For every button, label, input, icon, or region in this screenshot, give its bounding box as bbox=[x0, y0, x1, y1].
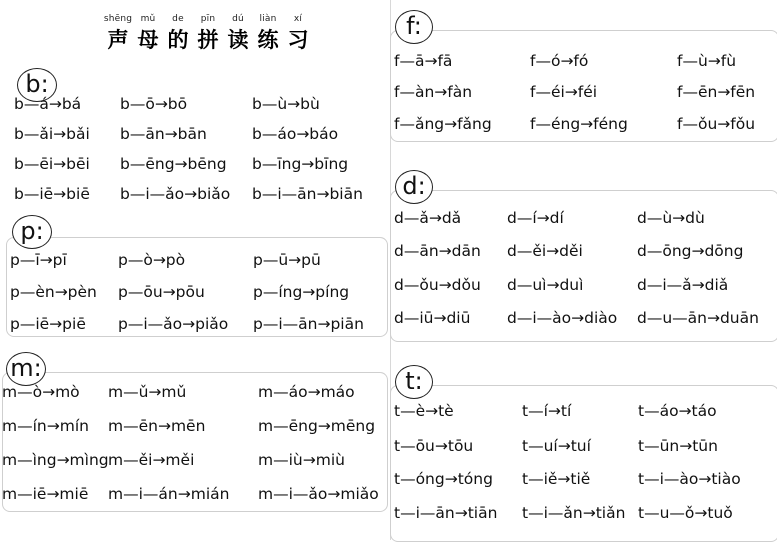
spelling-item: f—éi→féi bbox=[530, 83, 598, 101]
spelling-item: t—i—ào→tiào bbox=[638, 470, 741, 488]
spelling-item: p—ōu→pōu bbox=[118, 283, 205, 301]
title-hanzi bbox=[103, 24, 313, 54]
title-character: 习 bbox=[287, 28, 309, 52]
page-title bbox=[103, 14, 313, 54]
spelling-item: t—iě→tiě bbox=[522, 470, 591, 488]
spelling-item: d—i—ǎ→diǎ bbox=[637, 276, 729, 294]
spelling-item: p—ò→pò bbox=[118, 251, 186, 269]
spelling-item: p—èn→pèn bbox=[10, 283, 97, 301]
title-pinyin-syllable: xí bbox=[293, 14, 303, 24]
spelling-item: f—éng→féng bbox=[530, 115, 628, 133]
spelling-item: d—ōng→dōng bbox=[637, 242, 744, 260]
initial-badge-m: m: bbox=[6, 352, 46, 386]
spelling-item: d—ǒu→dǒu bbox=[394, 276, 481, 294]
spelling-item: p—i—ān→piān bbox=[253, 315, 364, 333]
spelling-item: t—i—ǎn→tiǎn bbox=[522, 504, 626, 522]
spelling-item: t—u—ǒ→tuǒ bbox=[638, 504, 733, 522]
spelling-item: b—á→bá bbox=[14, 95, 82, 113]
title-character: 拼 bbox=[197, 28, 219, 52]
spelling-item: b—īng→bīng bbox=[252, 155, 349, 173]
spelling-item: m—iù→miù bbox=[258, 451, 345, 469]
spelling-item: m—iē→miē bbox=[2, 485, 89, 503]
spelling-item: m—ēn→mēn bbox=[108, 417, 206, 435]
spelling-item: b—áo→báo bbox=[252, 125, 339, 143]
spelling-item: t—óng→tóng bbox=[394, 470, 493, 488]
spelling-item: p—i—ǎo→piǎo bbox=[118, 315, 229, 333]
spelling-item: b—iē→biē bbox=[14, 185, 90, 203]
spelling-item: b—ō→bō bbox=[120, 95, 188, 113]
title-character: 读 bbox=[227, 28, 249, 52]
spelling-item: b—ǎi→bǎi bbox=[14, 125, 90, 143]
spelling-item: d—ǎ→dǎ bbox=[394, 209, 462, 227]
spelling-item: m—i—ǎo→miǎo bbox=[258, 485, 379, 503]
spelling-item: m—ín→mín bbox=[2, 417, 89, 435]
spelling-item: f—ēn→fēn bbox=[677, 83, 756, 101]
spelling-item: m—ēng→mēng bbox=[258, 417, 376, 435]
spelling-item: f—ǎng→fǎng bbox=[394, 115, 492, 133]
spelling-item: f—àn→fàn bbox=[394, 83, 473, 101]
title-pinyin-syllable: de bbox=[172, 14, 184, 24]
spelling-item: b—ù→bù bbox=[252, 95, 320, 113]
spelling-item: d—ěi→děi bbox=[507, 242, 583, 260]
spelling-item: d—ù→dù bbox=[637, 209, 705, 227]
spelling-item: d—iū→diū bbox=[394, 309, 471, 327]
spelling-item: t—áo→táo bbox=[638, 402, 717, 420]
spelling-item: f—ó→fó bbox=[530, 52, 589, 70]
title-pinyin-syllable: liàn bbox=[259, 14, 277, 24]
spelling-item: m—ěi→měi bbox=[108, 451, 195, 469]
title-character: 练 bbox=[257, 28, 279, 52]
spelling-item: p—ū→pū bbox=[253, 251, 321, 269]
spelling-item: t—í→tí bbox=[522, 402, 572, 420]
spelling-item: t—uí→tuí bbox=[522, 437, 591, 455]
spelling-item: t—è→tè bbox=[394, 402, 454, 420]
title-character: 声 bbox=[107, 28, 129, 52]
title-pinyin-syllable: dú bbox=[232, 14, 244, 24]
spelling-item: t—i—ān→tiān bbox=[394, 504, 498, 522]
spelling-item: m—áo→máo bbox=[258, 383, 355, 401]
spelling-item: t—ūn→tūn bbox=[638, 437, 718, 455]
spelling-item: p—íng→píng bbox=[253, 283, 350, 301]
spelling-item: p—iē→piē bbox=[10, 315, 86, 333]
spelling-item: b—i—ān→biān bbox=[252, 185, 363, 203]
title-pinyin-syllable: shēng bbox=[103, 14, 133, 24]
spelling-item: p—ī→pī bbox=[10, 251, 67, 269]
spelling-item: d—uì→duì bbox=[507, 276, 584, 294]
initial-badge-f: f: bbox=[395, 10, 433, 44]
initial-badge-p: p: bbox=[12, 215, 52, 249]
spelling-item: d—ān→dān bbox=[394, 242, 481, 260]
spelling-item: f—ā→fā bbox=[394, 52, 453, 70]
spelling-item: d—u—ān→duān bbox=[637, 309, 759, 327]
spelling-item: f—ù→fù bbox=[677, 52, 737, 70]
title-pinyin bbox=[103, 14, 313, 24]
spelling-item: b—ān→bān bbox=[120, 125, 207, 143]
title-character: 母 bbox=[137, 28, 159, 52]
title-character: 的 bbox=[167, 28, 189, 52]
spelling-item: t—ōu→tōu bbox=[394, 437, 474, 455]
spelling-item: m—i—án→mián bbox=[108, 485, 230, 503]
spelling-item: m—ìng→mìng bbox=[2, 451, 109, 469]
spelling-item: b—ēng→bēng bbox=[120, 155, 227, 173]
initial-badge-b: b: bbox=[17, 68, 57, 102]
title-pinyin-syllable: pīn bbox=[200, 14, 216, 24]
spelling-item: m—ǔ→mǔ bbox=[108, 383, 187, 401]
spelling-item: b—i—ǎo→biǎo bbox=[120, 185, 231, 203]
spelling-item: d—i—ào→diào bbox=[507, 309, 618, 327]
spelling-item: b—ēi→bēi bbox=[14, 155, 90, 173]
spelling-item: f—ǒu→fǒu bbox=[677, 115, 756, 133]
title-pinyin-syllable: mǔ bbox=[140, 14, 156, 24]
initial-badge-d: d: bbox=[395, 170, 433, 204]
initial-badge-t: t: bbox=[395, 365, 433, 399]
spelling-item: d—í→dí bbox=[507, 209, 564, 227]
spelling-item: m—ò→mò bbox=[2, 383, 80, 401]
